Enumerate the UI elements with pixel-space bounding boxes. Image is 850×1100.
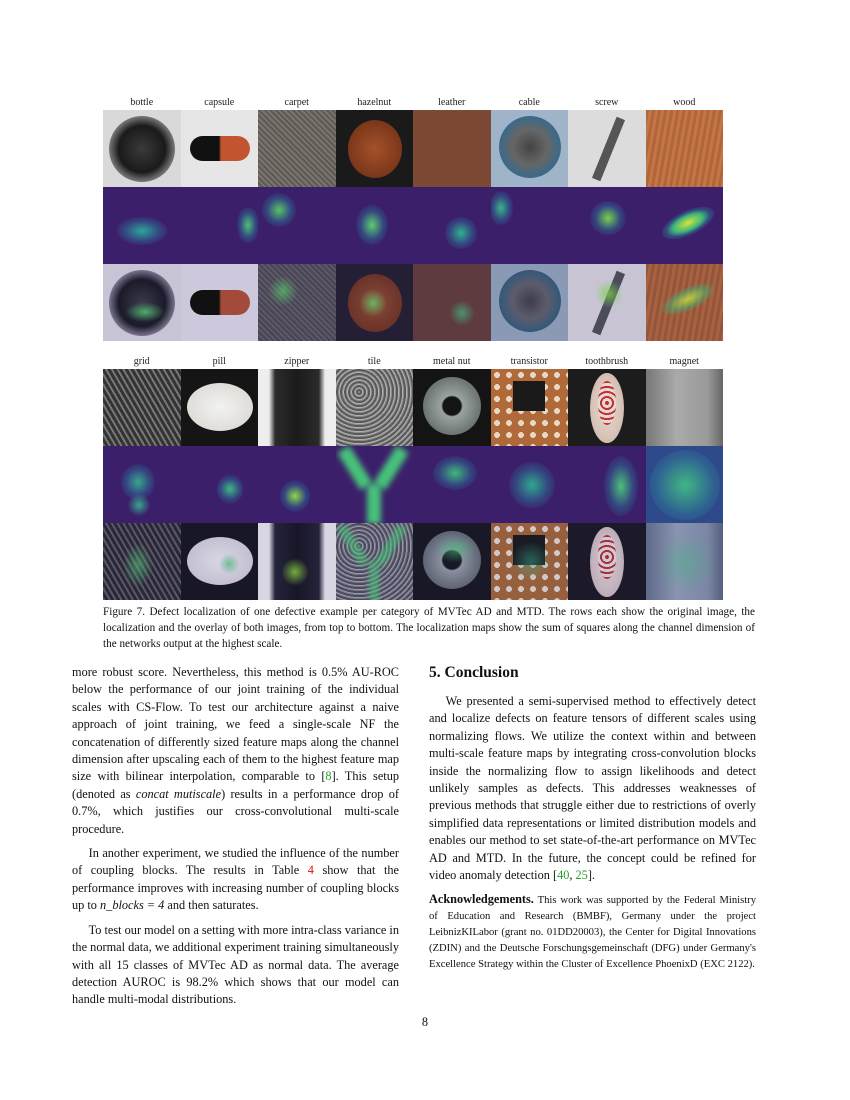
- acknowledgements-title: Acknowledgements.: [429, 892, 534, 907]
- category-label: metal nut: [433, 356, 471, 367]
- original-image-hazelnut: [336, 110, 414, 187]
- overlay-image-zipper: [258, 523, 336, 600]
- original-image-tile: [336, 369, 414, 446]
- original-image-magnet: [646, 369, 724, 446]
- original-image-toothbrush: [568, 369, 646, 446]
- citation-link[interactable]: 25: [575, 868, 588, 883]
- figure-caption: Figure 7. Defect localization of one defective example per category of MVTec AD and MTD. The rows each show the original image, the localization and the overlay of both images, from top to bottom. The localization maps show the sum of squares along the channel dimension of the networks output at the highest scale.: [103, 606, 755, 650]
- figure-labels-top: [103, 96, 723, 110]
- figure-labels-bottom: [103, 355, 723, 369]
- original-image-grid: [103, 369, 181, 446]
- localization-map-leather: [413, 187, 491, 264]
- category-label: tile: [367, 356, 381, 367]
- original-image-cable: [491, 110, 569, 187]
- overlay-image-bottle: [103, 264, 181, 341]
- localization-map-hazelnut: [336, 187, 414, 264]
- right-column: [429, 664, 756, 980]
- paragraph: We presented a semi-supervised method to effectively detect and localize defects on feature tensors of different scales using normalizing flows. We utilize the context within and between multi-scale feature maps by integrating cross-convolution blocks inside the normalizing flow to assign likelihoods and detect unlikely samples as defects. This addresses weaknesses of previous methods that struggle either due to restrictions of overly simplified data representations or limited distribution models and enables our method to set state-of-the-art performance on MVTec AD and MTD. In the future, the concept could be refined for video anomaly detection [40, 25].: [429, 694, 756, 883]
- left-column: [72, 664, 399, 1016]
- localization-map-toothbrush: [568, 446, 646, 523]
- page-number: 8: [421, 1015, 429, 1029]
- category-label: screw: [595, 97, 619, 108]
- original-image-screw: [568, 110, 646, 187]
- category-label: leather: [438, 97, 466, 108]
- category-label: bottle: [130, 97, 154, 108]
- category-label: hazelnut: [357, 97, 392, 108]
- figure-7: [103, 96, 723, 600]
- overlay-image-transistor: [491, 523, 569, 600]
- category-label: capsule: [204, 97, 235, 108]
- citation-link[interactable]: 40: [557, 868, 570, 883]
- original-image-leather: [413, 110, 491, 187]
- overlay-image-pill: [181, 523, 259, 600]
- localization-map-screw: [568, 187, 646, 264]
- overlay-image-wood: [646, 264, 724, 341]
- category-label: grid: [133, 356, 150, 367]
- category-label: magnet: [669, 356, 699, 367]
- category-label: transistor: [510, 356, 548, 367]
- localization-map-bottle: [103, 187, 181, 264]
- localization-map-tile: [336, 446, 414, 523]
- figure-grid-bottom: [103, 369, 723, 600]
- original-image-capsule: [181, 110, 259, 187]
- paragraph: more robust score. Nevertheless, this method is 0.5% AU-ROC below the performance of our joint training of the individual scales with CS-Flow. To test our architecture against a naive approach of joint training, we feed a single-scale NF the concatenation of differently sized feature maps along the channel dimension after upscaling each of them to the highest feature map size with bilinear interpolation, comparable to [8]. This setup (denoted as concat mutiscale) results in a performance drop of 0.7%, which justifies our cross-convolutional multi-scale procedure.: [72, 665, 400, 836]
- localization-map-magnet: [646, 446, 724, 523]
- figure-grid-top: [103, 110, 723, 341]
- localization-map-carpet: [258, 187, 336, 264]
- citation-link[interactable]: 8: [325, 769, 332, 784]
- localization-map-grid: [103, 446, 181, 523]
- overlay-image-hazelnut: [336, 264, 414, 341]
- localization-map-metal-nut: [413, 446, 491, 523]
- localization-map-cable: [491, 187, 569, 264]
- original-image-zipper: [258, 369, 336, 446]
- overlay-image-toothbrush: [568, 523, 646, 600]
- localization-map-wood: [646, 187, 724, 264]
- category-label: wood: [673, 97, 696, 108]
- original-image-metal-nut: [413, 369, 491, 446]
- acknowledgements: Acknowledgements. This work was supported by the Federal Ministry of Education and Research (BMBF), Germany under the project LeibnizKILabor (grant no. 01DD20003), the Center for Digital Innovations (ZDIN) and the Deutsche Forschungsgemeinschaft (DFG) under Germany's Excellence Strategy within the Cluster of Excellence PhoenixD (EXC 2122).: [429, 892, 756, 971]
- overlay-image-tile: [336, 523, 414, 600]
- category-label: toothbrush: [585, 356, 629, 367]
- overlay-image-carpet: [258, 264, 336, 341]
- category-label: carpet: [284, 97, 309, 108]
- original-image-transistor: [491, 369, 569, 446]
- overlay-image-screw: [568, 264, 646, 341]
- overlay-image-capsule: [181, 264, 259, 341]
- localization-map-capsule: [181, 187, 259, 264]
- localization-map-transistor: [491, 446, 569, 523]
- paragraph: To test our model on a setting with more intra-class variance in the normal data, we additional experiment training simultaneously with all 15 classes of MVTec AD as normal data. The average detection AUROC is 98.2% which shows that our model can handle multi-modal distributions.: [72, 922, 399, 1007]
- localization-map-pill: [181, 446, 259, 523]
- overlay-image-cable: [491, 264, 569, 341]
- original-image-carpet: [258, 110, 336, 187]
- original-image-wood: [646, 110, 724, 187]
- overlay-image-leather: [413, 264, 491, 341]
- original-image-bottle: [103, 110, 181, 187]
- table-reference-link[interactable]: 4: [307, 863, 314, 878]
- category-label: zipper: [284, 356, 310, 367]
- localization-map-zipper: [258, 446, 336, 523]
- category-label: pill: [212, 356, 226, 367]
- overlay-image-magnet: [646, 523, 724, 600]
- section-heading: 5. Conclusion: [429, 664, 519, 681]
- paragraph: In another experiment, we studied the influence of the number of coupling blocks. The results in Table 4 show that the performance improves with increasing number of coupling blocks up to n_blocks = 4 and then saturates.: [72, 846, 400, 913]
- original-image-pill: [181, 369, 259, 446]
- category-label: cable: [518, 97, 540, 108]
- overlay-image-metal-nut: [413, 523, 491, 600]
- overlay-image-grid: [103, 523, 181, 600]
